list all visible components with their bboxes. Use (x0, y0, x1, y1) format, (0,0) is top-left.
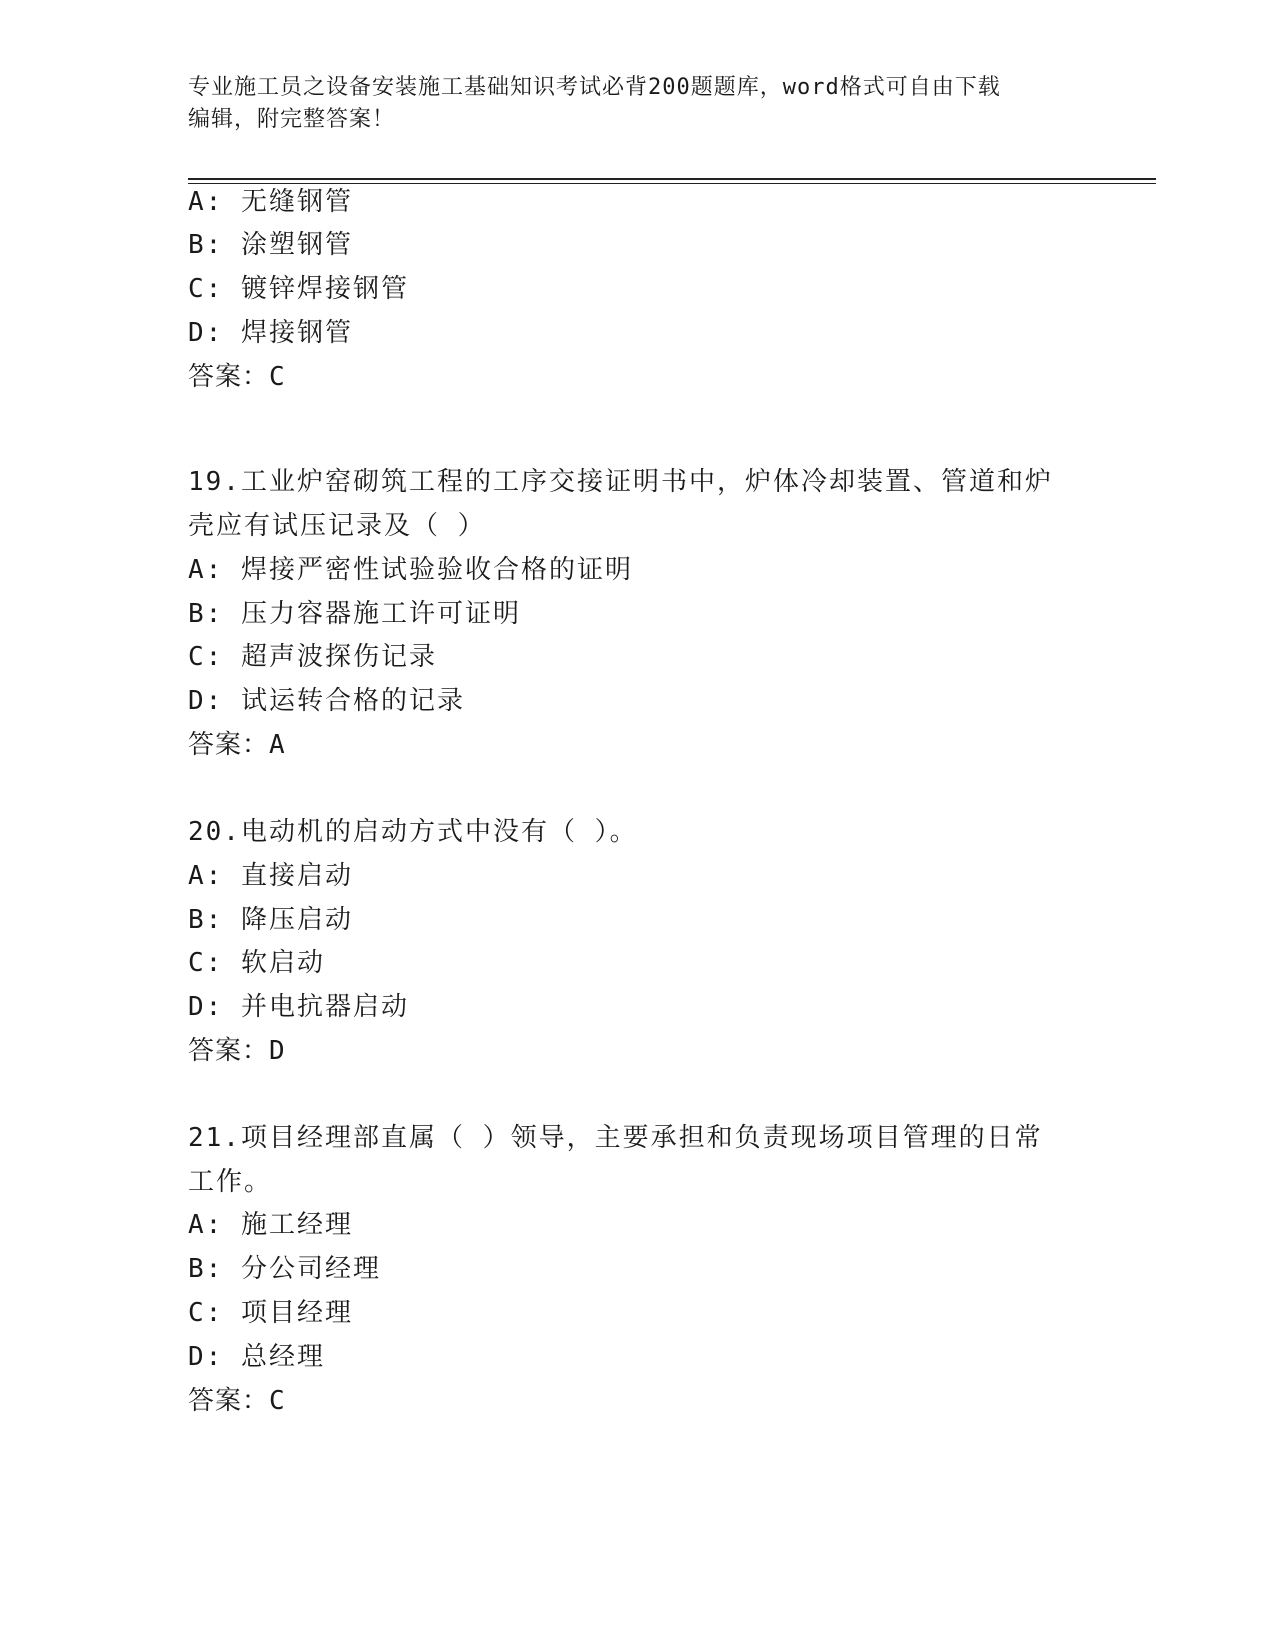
q19-answer (188, 728, 286, 762)
q21-option-d: D: 总经理 (188, 1342, 325, 1372)
q20-option-b: B: 降压启动 (188, 905, 353, 935)
answer-value: D (269, 1036, 286, 1066)
q21-answer (188, 1384, 286, 1418)
q20-option-c: C: 软启动 (188, 948, 325, 978)
answer-label: 答案： (188, 730, 270, 760)
q18-option-c: C: 镀锌焊接钢管 (188, 274, 409, 304)
q20-option-a: A: 直接启动 (188, 861, 353, 891)
q20-option-d: D: 并电抗器启动 (188, 992, 409, 1022)
document-header (188, 72, 1088, 136)
answer-label: 答案： (188, 1036, 270, 1066)
q20-stem-line-1: 20.电动机的启动方式中没有（ ）。 (188, 817, 638, 847)
q21-option-b: B: 分公司经理 (188, 1254, 381, 1284)
header-divider (188, 178, 1156, 184)
q21-stem-line-2: 工作。 (188, 1167, 273, 1197)
q18-option-d: D: 焊接钢管 (188, 318, 353, 348)
q21-option-a: A: 施工经理 (188, 1210, 353, 1240)
answer-value: A (269, 730, 286, 760)
answer-label: 答案： (188, 1386, 270, 1416)
answer-label: 答案： (188, 362, 270, 392)
answer-value: C (269, 362, 286, 392)
q19-option-b: B: 压力容器施工许可证明 (188, 599, 521, 629)
q19-option-d: D: 试运转合格的记录 (188, 686, 465, 716)
header-line-1: 专业施工员之设备安装施工基础知识考试必背200题题库，word格式可自由下载 (188, 75, 1001, 100)
answer-value: C (269, 1386, 286, 1416)
q19-stem-line-2: 壳应有试压记录及（ ） (188, 511, 486, 541)
q19-option-c: C: 超声波探伤记录 (188, 642, 437, 672)
q19-stem-line-1: 19.工业炉窑砌筑工程的工序交接证明书中，炉体冷却装置、管道和炉 (188, 467, 1053, 497)
q21-stem-line-1: 21.项目经理部直属（ ）领导，主要承担和负责现场项目管理的日常 (188, 1123, 1043, 1153)
q18-answer (188, 360, 286, 394)
header-line-2: 编辑，附完整答案！ (188, 107, 396, 132)
q18-option-b: B: 涂塑钢管 (188, 230, 353, 260)
q20-answer (188, 1034, 286, 1068)
q19-option-a: A: 焊接严密性试验验收合格的证明 (188, 555, 633, 585)
q21-option-c: C: 项目经理 (188, 1298, 353, 1328)
q18-option-a: A: 无缝钢管 (188, 187, 353, 217)
